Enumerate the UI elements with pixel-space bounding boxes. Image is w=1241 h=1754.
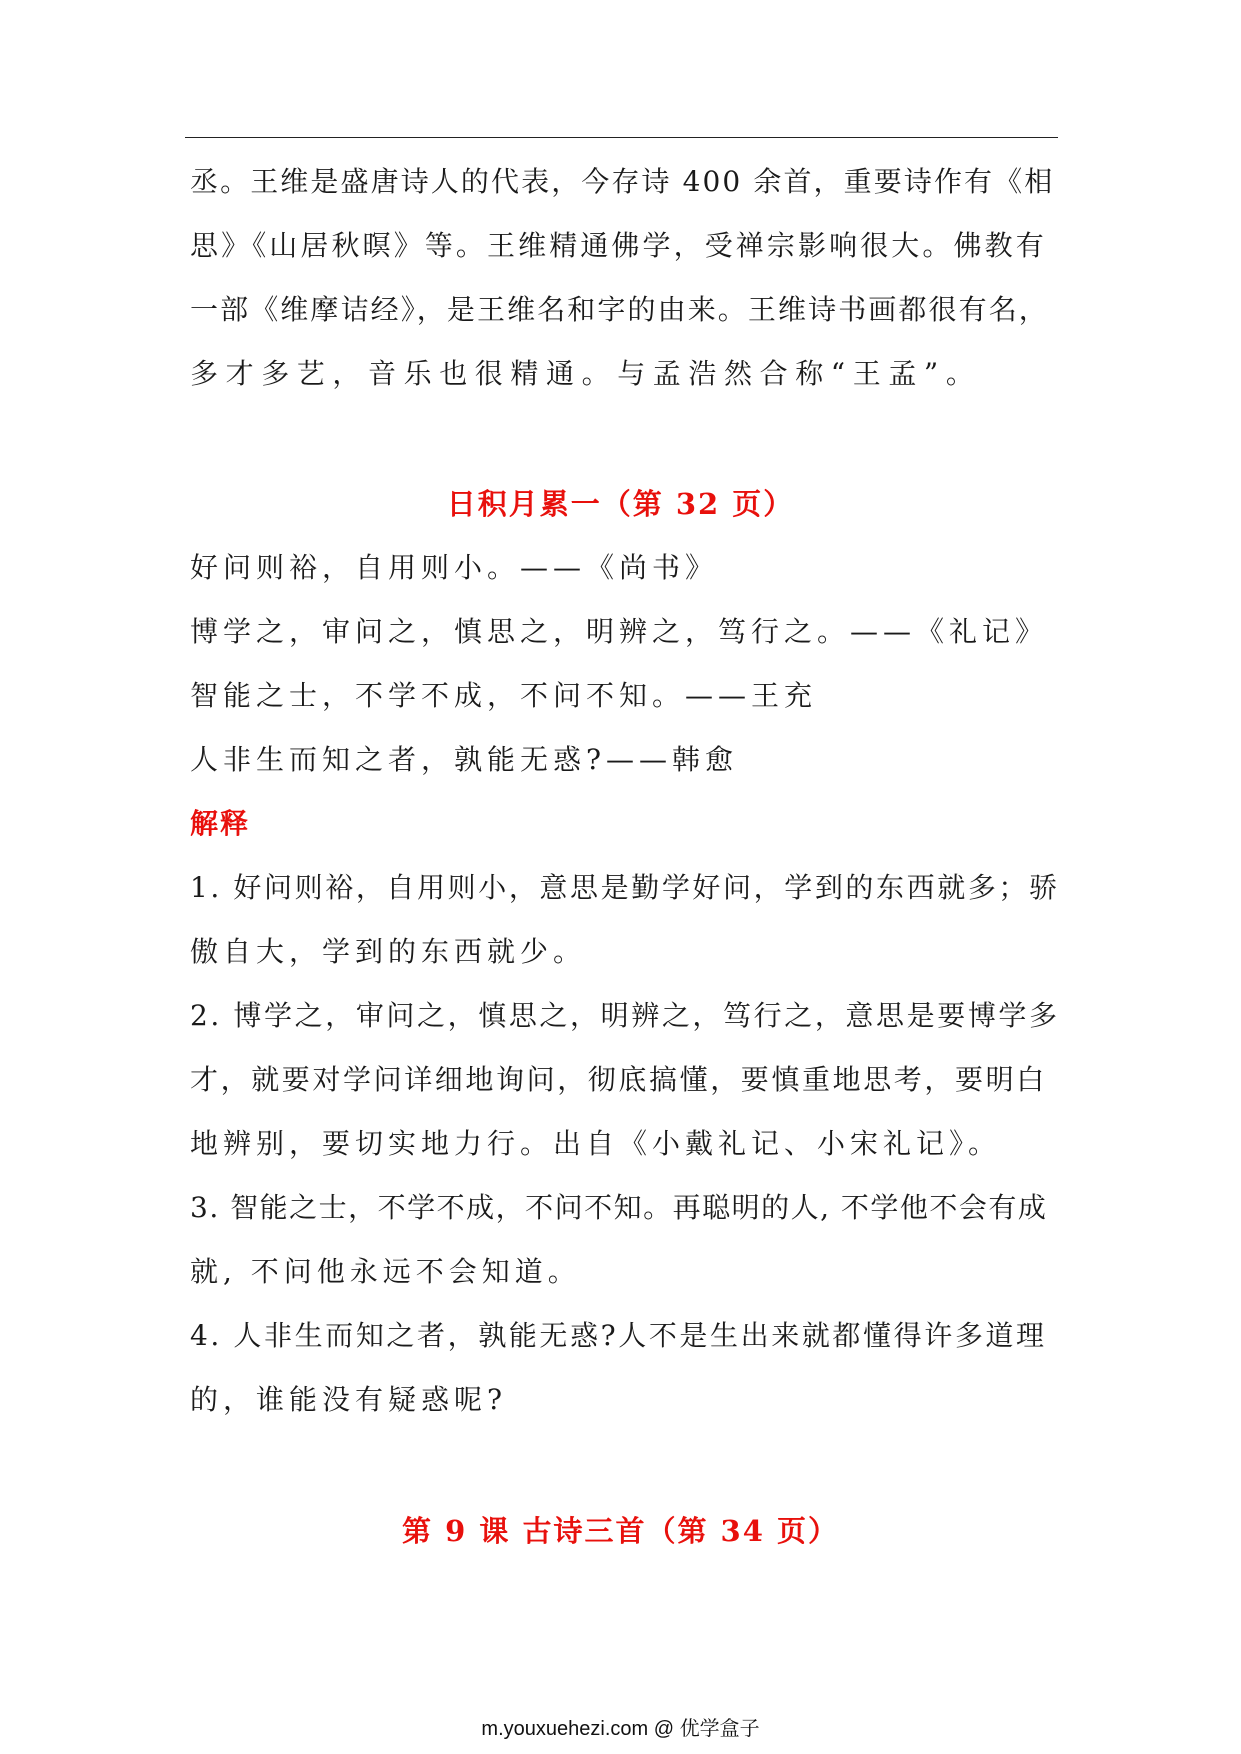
lesson-heading: 第 9 课 古诗三首（第 34 页） [401, 1514, 840, 1548]
explanation-line: 3. 智能之士，不学不成，不问不知。再聪明的人, 不学他不会有成 [190, 1191, 1048, 1224]
explanation-line: 4. 人非生而知之者，孰能无惑?人不是生出来就都懂得许多道理 [190, 1319, 1047, 1352]
quote-line: 博学之，审问之，慎思之，明辨之，笃行之。——《礼记》 [190, 615, 1049, 648]
explanation-line: 就, 不问他永远不会知道。 [190, 1255, 581, 1288]
quote-line: 好问则裕，自用则小。——《尚书》 [190, 551, 719, 584]
explanation-line: 地辨别，要切实地力行。出自《小戴礼记、小宋礼记》。 [190, 1127, 1002, 1160]
quote-line: 智能之士，不学不成，不问不知。——王充 [190, 679, 818, 712]
explanation-line: 傲自大，学到的东西就少。 [190, 935, 587, 968]
explanation-label: 解释 [190, 807, 251, 840]
quote-line: 人非生而知之者，孰能无惑?——韩愈 [190, 743, 739, 776]
explanation-line: 的，谁能没有疑惑呢? [190, 1383, 508, 1416]
intro-line: 丞。王维是盛唐诗人的代表，今存诗 400 余首，重要诗作有《相 [190, 165, 1055, 198]
explanation-line: 才，就要对学问详细地询问，彻底搞懂，要慎重地思考，要明白 [190, 1063, 1047, 1096]
explanation-line: 2. 博学之，审问之，慎思之，明辨之，笃行之，意思是要博学多 [190, 999, 1060, 1032]
intro-line: 思》《山居秋暝》等。王维精通佛学，受禅宗影响很大。佛教有 [190, 229, 1047, 262]
section-heading: 日积月累一（第 32 页） [446, 487, 795, 521]
footer-watermark: m.youxuehezi.com @ 优学盒子 [481, 1718, 760, 1740]
intro-line: 一部《维摩诘经》，是王维名和字的由来。王维诗书画都很有名， [190, 293, 1049, 326]
top-rule [185, 137, 1058, 138]
intro-line: 多才多艺，音乐也很精通。与孟浩然合称“王孟”。 [190, 357, 982, 390]
explanation-line: 1. 好问则裕，自用则小，意思是勤学好问，学到的东西就多；骄 [190, 871, 1060, 904]
